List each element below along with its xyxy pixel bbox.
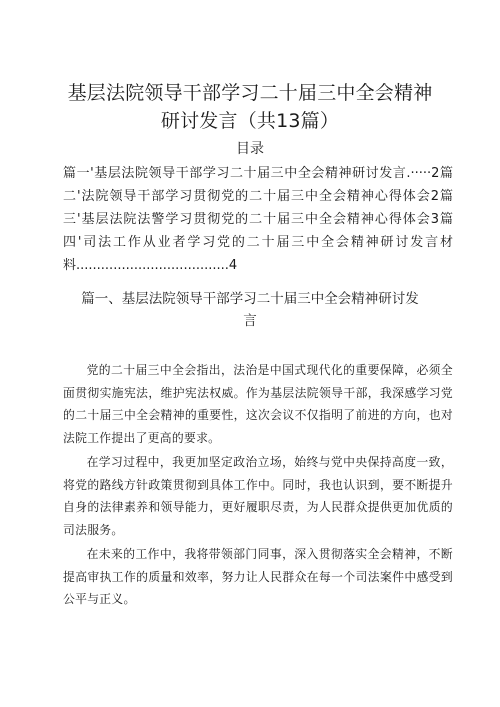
document-title: 基层法院领导干部学习二十届三中全会精神研讨发言（共13篇） [67, 81, 433, 132]
section-title: 篇一、基层法院领导干部学习二十届三中全会精神研讨发言 [81, 291, 419, 329]
toc-entries: 篇一'基层法院领导干部学习二十届三中全会精神研讨发言.·····2篇二'法院领导干部学习贯彻党的二十届三中全会精神心得体会2篇三'基层法院法警学习贯彻党的二十届三中全会精神心得体会3篇四'司法工作从业者学习党的二十届三中全会精神研讨发言材料.....................................4 [63, 166, 453, 273]
body-paragraph: 在学习过程中，我更加坚定政治立场，始终与党中央保持高度一致，将党的路线方针政策贯彻到具体工作中。同时，我也认识到，要不断提升自身的法律素养和领导能力，更好履职尽责，为人民群众提供更加优质的司法服务。 [63, 455, 453, 538]
body-paragraph: 党的二十届三中全会指出，法治是中国式现代化的重要保障，必须全面贯彻实施宪法，维护宪法权威。作为基层法院领导干部，我深感学习党的二十届三中全会精神的重要性，这次会议不仅指明了前进的方向，也对法院工作提出了更高的要求。 [63, 363, 453, 446]
body-paragraph: 在未来的工作中，我将带领部门同事，深入贯彻落实全会精神，不断提高审执工作的质量和效率，努力让人民群众在每一个司法案件中感受到公平与正义。 [63, 547, 453, 607]
toc-heading: 目录 [236, 141, 264, 157]
